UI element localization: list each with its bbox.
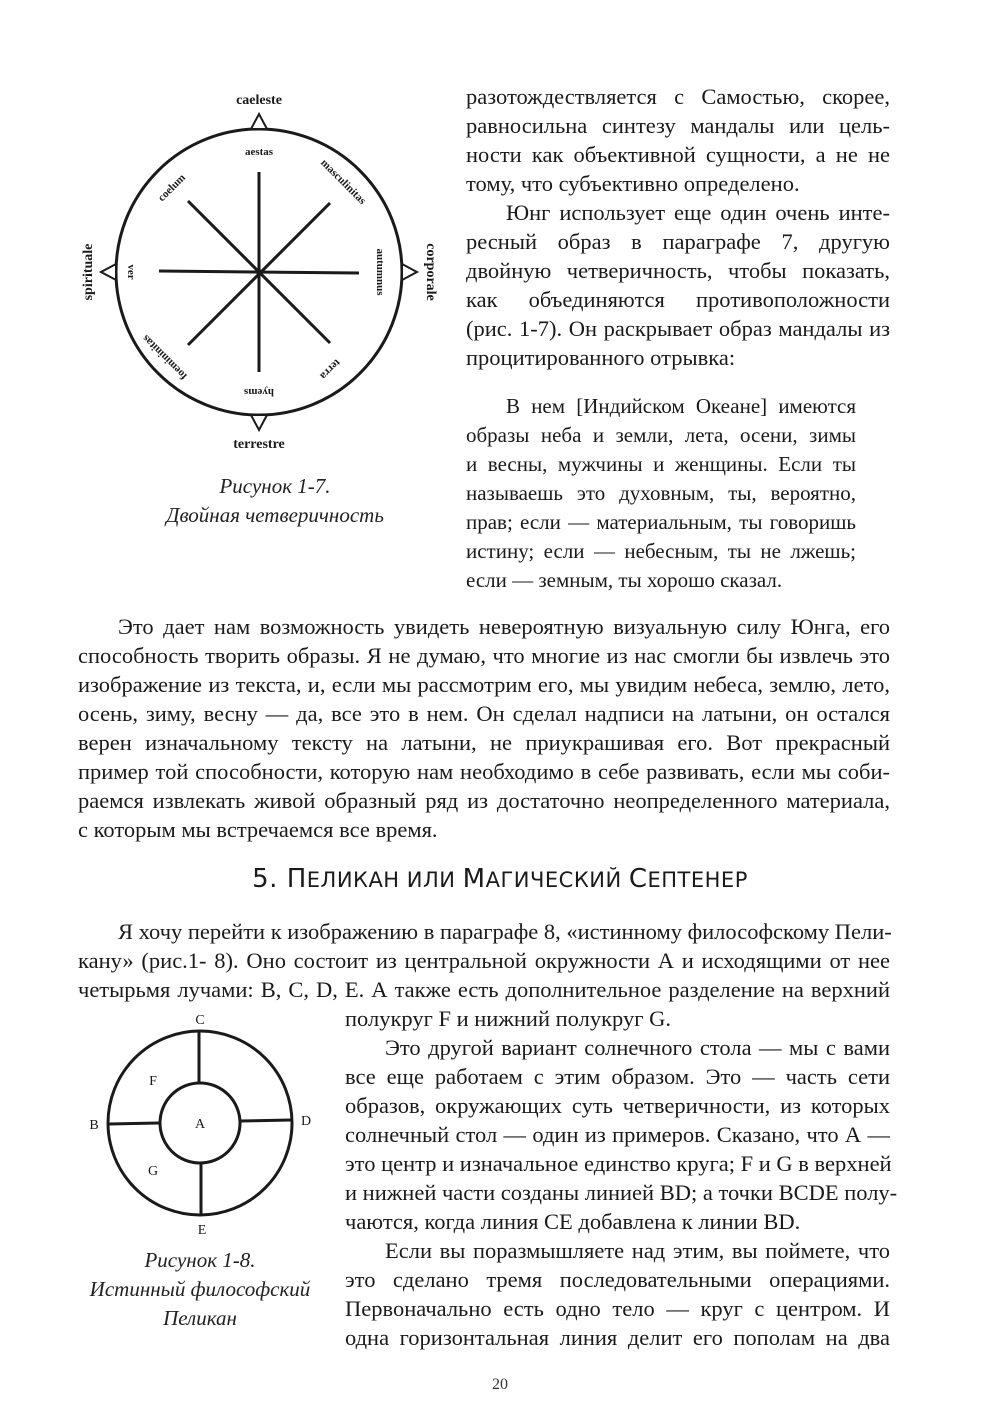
label-terra: terra [317, 356, 343, 382]
text-line: четырьмя лучами: B, C, D, E. А также есть дополнительное разделение на верхний [78, 977, 890, 1002]
quote-line: прав; если — материальным, ты говоришь [466, 510, 856, 534]
text-line: Первоначально есть одно тело — круг с центром. И [345, 1296, 890, 1321]
heading-cap: М [462, 864, 486, 894]
label-a: A [194, 1117, 206, 1132]
text-line: (рис. 1-7). Он раскрывает образ мандалы из [466, 316, 890, 341]
text-line: ресный образ в параграфе 7, другую [466, 229, 890, 254]
quote-line: В нем [Индийском Океане] имеются [506, 394, 856, 418]
text-line: кану» (рис.1- 8). Оно состоит из центральной окружности А и исходящими от нее [78, 948, 890, 973]
figure-1-7-caption-number: Рисунок 1-7. [219, 474, 331, 498]
text-line: процитированного отрывка: [466, 345, 736, 370]
text-line: Это дает нам возможность увидеть невероятную визуальную силу Юнга, его [118, 614, 890, 639]
label-foemininitas: foemininitas [140, 332, 190, 382]
text-line: чаются, когда линия CE добавлена к линии BD. [345, 1209, 801, 1234]
quote-line: истину; если — небесным, ты не лжешь; [466, 539, 856, 563]
quote-line: образы неба и земли, лета, осени, зимы [466, 423, 856, 447]
text-line: и нижней части созданы линией BD; а точки BCDE полу- [345, 1180, 898, 1205]
quote-line: если — земным, ты хорошо сказал. [466, 568, 783, 592]
label-terrestre: terrestre [233, 437, 285, 452]
double-quaternity-diagram [70, 80, 450, 460]
label-aestas: aestas [244, 146, 274, 158]
text-line: способность творить образы. Я не думаю, что многие из нас смогли бы извлечь это [78, 643, 890, 668]
figure-pelican [80, 1000, 340, 1240]
quote-line: и весны, мужчины и женщины. Если ты [466, 452, 856, 476]
page-number: 20 [492, 1376, 508, 1393]
label-hyems: hyems [244, 386, 274, 398]
text-line: образов, окружающих суть четверичности, из которых [345, 1093, 890, 1118]
label-d: D [300, 1114, 312, 1129]
label-g: G [147, 1164, 159, 1179]
figure-1-8-caption-number: Рисунок 1-8. [144, 1248, 256, 1272]
text-line: раемся извлекать живой образный ряд из достаточно неопределенного материала, [78, 788, 890, 813]
text-line: Если вы поразмышляете над этим, вы поймете, что [385, 1238, 890, 1263]
figure-1-8-caption [70, 1246, 330, 1333]
figure-1-7-caption [110, 472, 440, 530]
text-line: как объединяются противоположности [466, 287, 890, 312]
label-caeleste: caeleste [236, 93, 282, 108]
text-line: осень, зиму, весну — да, все это в нем. Он сделал надписи на латыни, он остался [78, 701, 890, 726]
section-number: 5. [252, 864, 278, 894]
label-autumnus: autumnus [374, 248, 386, 296]
text-line: солнечный стол — один из примеров. Сказано, что А — [345, 1122, 890, 1147]
figure-1-8-caption-title: Истинный философский [89, 1277, 311, 1301]
label-spirituale: spirituale [81, 243, 96, 301]
label-ver: ver [125, 264, 137, 280]
text-line: с которым мы встречаемся все время. [78, 817, 438, 842]
heading-cap: С [628, 864, 648, 894]
heading-smallcaps: ЕЛИКАН ИЛИ [306, 868, 463, 892]
figure-double-quaternity [70, 80, 450, 460]
heading-smallcaps: ЕПТЕНЕР [647, 868, 748, 892]
heading-smallcaps: АГИЧЕСКИЙ [485, 868, 629, 892]
text-line: Я хочу перейти к изображению в параграфе 8, «истинному философскому Пели- [118, 919, 892, 944]
text-line: пример той способности, которую нам необходимо в себе развивать, если мы соби- [78, 759, 890, 784]
label-f: F [149, 1074, 157, 1089]
label-c: C [195, 1013, 205, 1028]
text-line: тому, что субъективно определено. [466, 171, 800, 196]
figure-1-7-caption-title: Двойная четверичность [166, 503, 384, 527]
heading-cap: П [286, 864, 307, 894]
text-line: равносильна синтезу мандалы или цель- [466, 113, 890, 138]
pelican-diagram [80, 1000, 340, 1240]
section-heading [0, 864, 1000, 894]
text-line: верен изначальному тексту на латыни, не приукрашивая его. Вот прекрасный [78, 730, 890, 755]
text-line: это центр и изначальное единство круга; F и G в верхней [345, 1151, 892, 1176]
text-line: полукруг F и нижний полукруг G. [345, 1006, 671, 1031]
quote-line: называешь это духовным, ты, вероятно, [466, 481, 856, 505]
text-line: Это другой вариант солнечного стола — мы с вами [385, 1035, 890, 1060]
text-line: одна горизонтальная линия делит его пополам на два [345, 1325, 890, 1350]
label-masculinitas: masculinitas [318, 156, 369, 207]
text-line: двойную четверичность, чтобы показать, [466, 258, 890, 283]
label-e: E [197, 1223, 207, 1238]
label-b: B [89, 1118, 99, 1133]
text-line: ности как объективной сущности, а не не [466, 142, 890, 167]
text-line: Юнг использует еще один очень инте- [506, 200, 890, 225]
text-line: изображение из текста, и, если мы рассмотрим его, мы увидим небеса, землю, лето, [78, 672, 890, 697]
label-coelum: coelum [155, 171, 189, 205]
label-corporale: corporale [423, 243, 438, 301]
text-line: разотождествляется с Самостью, скорее, [466, 84, 890, 109]
text-line: все еще работаем с этим образом. Это — часть сети [345, 1064, 890, 1089]
text-line: это сделано тремя последовательными операциями. [345, 1267, 890, 1292]
figure-1-8-caption-title-2: Пеликан [163, 1306, 237, 1330]
